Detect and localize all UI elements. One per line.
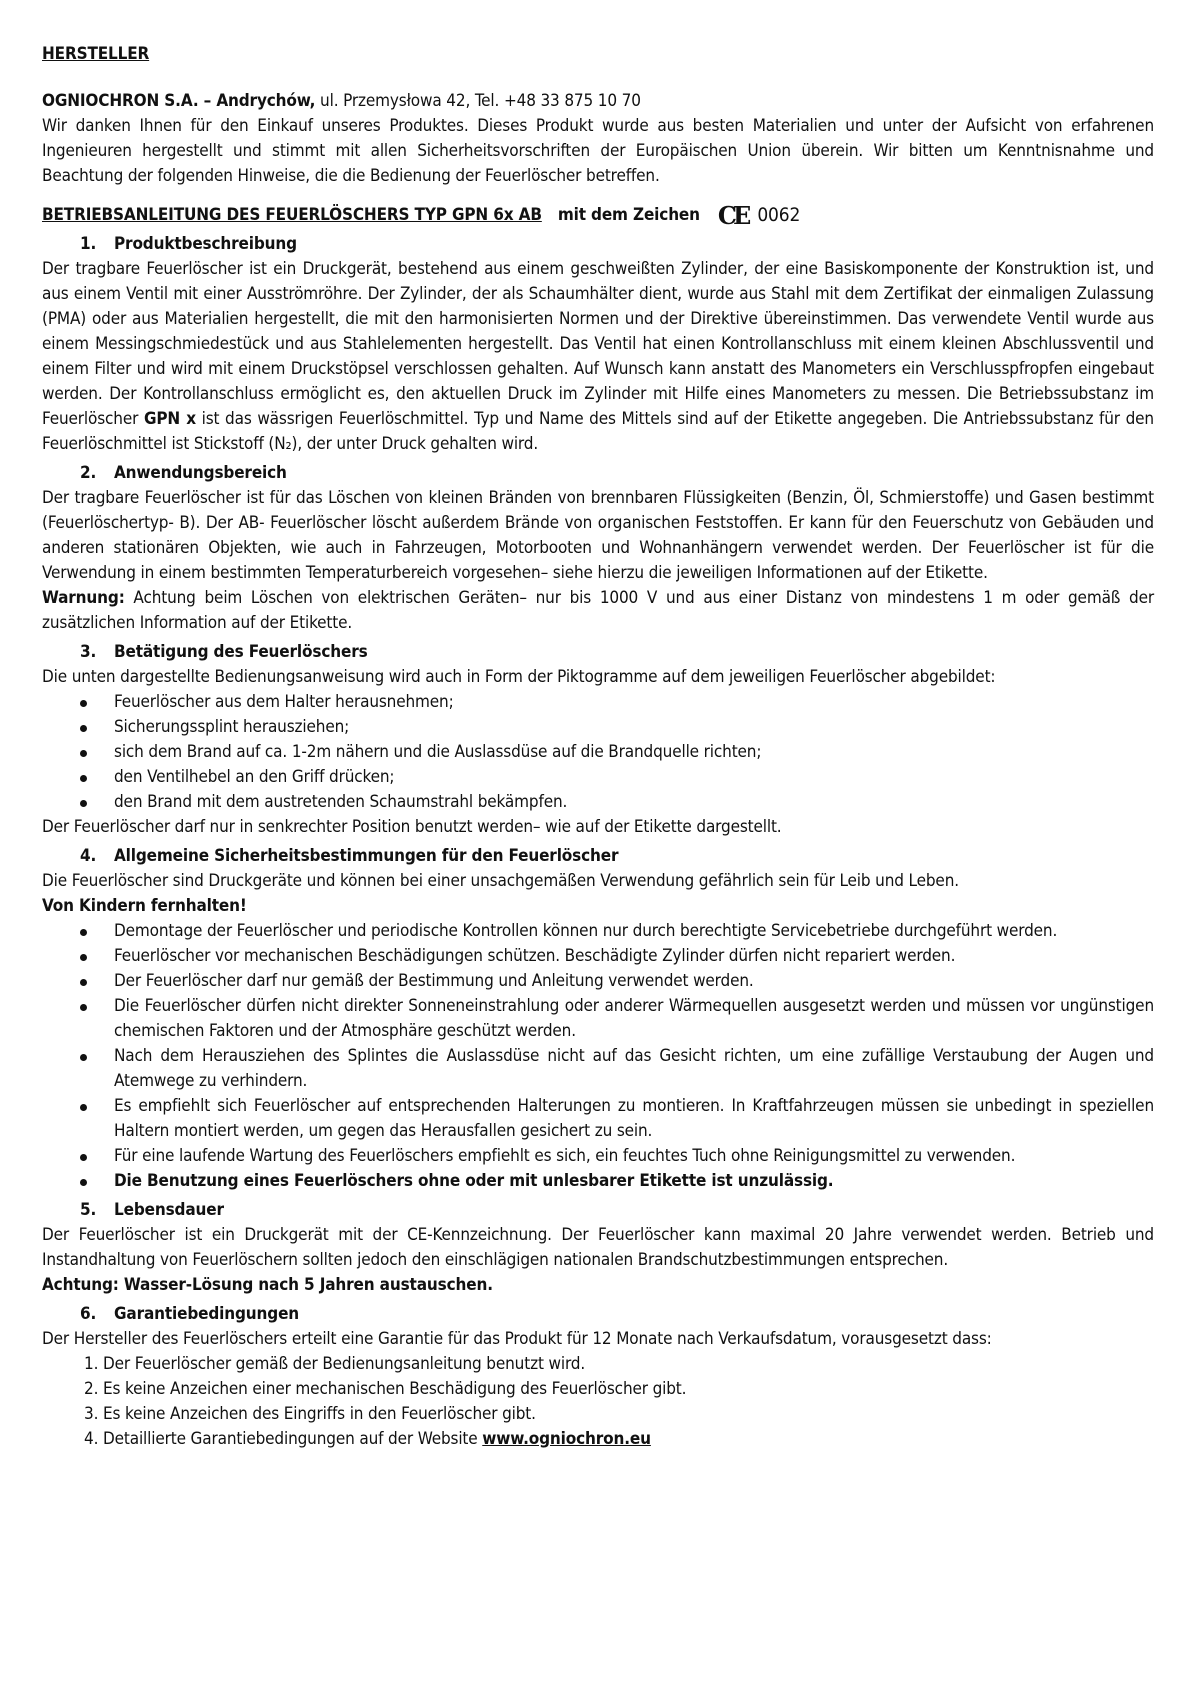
ce-number: 0062 xyxy=(757,204,801,226)
ce-mark xyxy=(718,203,800,228)
spacer xyxy=(42,189,1154,203)
section-1-text: Der tragbare Feuerlöscher ist ein Druckgerät, bestehend aus einem geschweißten Zylinder, der eine Basiskomponente der Konstruktion ist, und aus einem Ventil mit einer Ausströmröhre. Der Zylinder, der als Schaumhälter dient, wurde aus Stahl mit dem Zertifikat der einmaligen Zulassung (PMA) oder aus Materialien hergestellt, die mit den harmonisierten Normen und der Direktive übereinstimmen. Das verwendete Ventil wurde aus einem Messingschmiedestück und aus Stahlelementen hergestellt. Das Ventil hat einen Kontrollanschluss mit einem kleinen Abschlussventil und einem Filter und wird mit einem Druckstöpsel verschlossen gehalten. Auf Wunsch kann anstatt des Manometers ein Verschlusspfropfen eingebaut werden. Der Kontrollanschluss ermöglicht es, den aktuellen Druck im Zylinder mit Hilfe eines Manometers zu messen. Die Betriebssubstanz im Feuerlöscher GPN x ist das wässrigen Feuerlöschmittel. Typ und Name des Mittels sind auf der Etikette angegeben. Die Antriebssubstanz für den Feuerlöschmittel ist Stickstoff (N₂), der unter Druck gehalten wird. xyxy=(42,259,1154,454)
warranty-list xyxy=(42,1352,1154,1452)
list-item-bold: Die Benutzung eines Feuerlöschers ohne oder mit unlesbarer Etikette ist unzulässig. xyxy=(42,1169,1154,1194)
manual-title-line xyxy=(42,203,1154,228)
list-item: Der Feuerlöscher darf nur gemäß der Bestimmung und Anleitung verwendet werden. xyxy=(42,969,1154,994)
section-3-title: 3. Betätigung des Feuerlöschers xyxy=(80,642,368,662)
list-item: Demontage der Feuerlöscher und periodische Kontrollen können nur durch berechtigte Servicebetriebe durchgeführt werden. xyxy=(42,919,1154,944)
ce-logo-icon: CE xyxy=(717,201,748,230)
section-2-warning: Warnung: Achtung beim Löschen von elektrischen Geräten– nur bis 1000 V und aus einer Distanz von mindestens 1 m oder gemäß der zusätzlichen Information auf der Etikette. xyxy=(42,588,1154,633)
list-item: Nach dem Herausziehen des Splintes die Auslassdüse nicht auf das Gesicht richten, um eine zufällige Verstaubung der Augen und Atemwege zu verhindern. xyxy=(42,1044,1154,1094)
company-name: OGNIOCHRON S.A. – Andrychów, xyxy=(42,91,316,111)
list-item: 2. Es keine Anzeichen einer mechanischen Beschädigung des Feuerlöscher gibt. xyxy=(84,1379,687,1399)
list-item: Feuerlöscher aus dem Halter herausnehmen; xyxy=(42,690,1154,715)
section-5-title: 5. Lebensdauer xyxy=(80,1200,224,1220)
spacer xyxy=(42,67,1154,89)
section-2-title: 2. Anwendungsbereich xyxy=(80,463,287,483)
list-item: Sicherungssplint herausziehen; xyxy=(42,715,1154,740)
list-item: den Ventilhebel an den Griff drücken; xyxy=(42,765,1154,790)
section-1-title: 1. Produktbeschreibung xyxy=(80,234,297,254)
section-3-intro: Die unten dargestellte Bedienungsanweisung wird auch in Form der Piktogramme auf dem jeweiligen Feuerlöscher abgebildet: xyxy=(42,667,996,687)
manual-title: BETRIEBSANLEITUNG DES FEUERLÖSCHERS TYP GPN 6x AB xyxy=(42,205,542,225)
section-6-title: 6. Garantiebedingungen xyxy=(80,1304,300,1324)
list-item: Es empfiehlt sich Feuerlöscher auf entsprechenden Halterungen zu montieren. In Kraftfahrzeugen müssen sie unbedingt in speziellen Haltern montiert werden, um gegen das Herausfallen gesichert zu sein. xyxy=(42,1094,1154,1144)
list-item: den Brand mit dem austretenden Schaumstrahl bekämpfen. xyxy=(42,790,1154,815)
section-3-bullets xyxy=(42,690,1154,815)
list-item: Feuerlöscher vor mechanischen Beschädigungen schützen. Beschädigte Zylinder dürfen nicht repariert werden. xyxy=(42,944,1154,969)
section-5-text: Der Feuerlöscher ist ein Druckgerät mit der CE-Kennzeichnung. Der Feuerlöscher kann maximal 20 Jahre verwendet werden. Betrieb und Instandhaltung von Feuerlöschern sollten jedoch den einschlägigen nationalen Brandschutzbestimmungen entsprechen. xyxy=(42,1225,1154,1270)
section-4-title: 4. Allgemeine Sicherheitsbestimmungen für den Feuerlöscher xyxy=(80,846,619,866)
intro-paragraph: Wir danken Ihnen für den Einkauf unseres Produktes. Dieses Produkt wurde aus besten Materialien und unter der Aufsicht von erfahrenen Ingenieuren hergestellt und stimmt mit allen Sicherheitsvorschriften der Europäischen Union überein. Wir bitten um Kenntnisnahme und Beachtung der folgenden Hinweise, die die Bedienung der Feuerlöscher betreffen. xyxy=(42,116,1154,186)
list-item: Für eine laufende Wartung des Feuerlöschers empfiehlt es sich, ein feuchtes Tuch ohne Reinigungsmittel zu verwenden. xyxy=(42,1144,1154,1169)
section-5-note: Achtung: Wasser-Lösung nach 5 Jahren austauschen. xyxy=(42,1275,493,1295)
mark-text: mit dem Zeichen xyxy=(557,205,700,225)
children-warning: Von Kindern fernhalten! xyxy=(42,896,247,916)
list-item: sich dem Brand auf ca. 1-2m nähern und die Auslassdüse auf die Brandquelle richten; xyxy=(42,740,1154,765)
company-address: ul. Przemysłowa 42, Tel. +48 33 875 10 70 xyxy=(315,91,641,111)
section-4-bullets xyxy=(42,919,1154,1194)
list-item: 4. Detaillierte Garantiebedingungen auf der Website www.ogniochron.eu xyxy=(84,1429,651,1449)
list-item: Die Feuerlöscher dürfen nicht direkter Sonneneinstrahlung oder anderer Wärmequellen ausgesetzt werden und müssen vor ungünstigen chemischen Faktoren und der Atmosphäre geschützt werden. xyxy=(42,994,1154,1044)
list-item: 1. Der Feuerlöscher gemäß der Bedienungsanleitung benutzt wird. xyxy=(84,1354,586,1374)
website-link[interactable]: www.ogniochron.eu xyxy=(482,1429,651,1449)
manufacturer-heading: HERSTELLER xyxy=(42,44,150,64)
manufacturer-address xyxy=(42,89,1154,114)
section-2-text: Der tragbare Feuerlöscher ist für das Löschen von kleinen Bränden von brennbaren Flüssigkeiten (Benzin, Öl, Schmierstoffe) und Gasen bestimmt (Feuerlöschertyp- B). Der AB- Feuerlöscher löscht außerdem Brände von organischen Feststoffen. Er kann für den Feuerschutz von Gebäuden und anderen stationären Objekten, wie auch in Fahrzeugen, Motorbooten und Wohnanhängern verwendet werden. Der Feuerlöscher ist für die Verwendung in einem bestimmten Temperaturbereich vorgesehen– siehe hierzu die jeweiligen Informationen auf der Etikette. xyxy=(42,488,1154,583)
list-item: 3. Es keine Anzeichen des Eingriffs in den Feuerlöscher gibt. xyxy=(84,1404,536,1424)
section-4-intro: Die Feuerlöscher sind Druckgeräte und können bei einer unsachgemäßen Verwendung gefährlich sein für Leib und Leben. xyxy=(42,871,959,891)
section-6-intro: Der Hersteller des Feuerlöschers erteilt eine Garantie für das Produkt für 12 Monate nach Verkaufsdatum, vorausgesetzt dass: xyxy=(42,1329,992,1349)
section-3-outro: Der Feuerlöscher darf nur in senkrechter Position benutzt werden– wie auf der Etikette dargestellt. xyxy=(42,817,782,837)
